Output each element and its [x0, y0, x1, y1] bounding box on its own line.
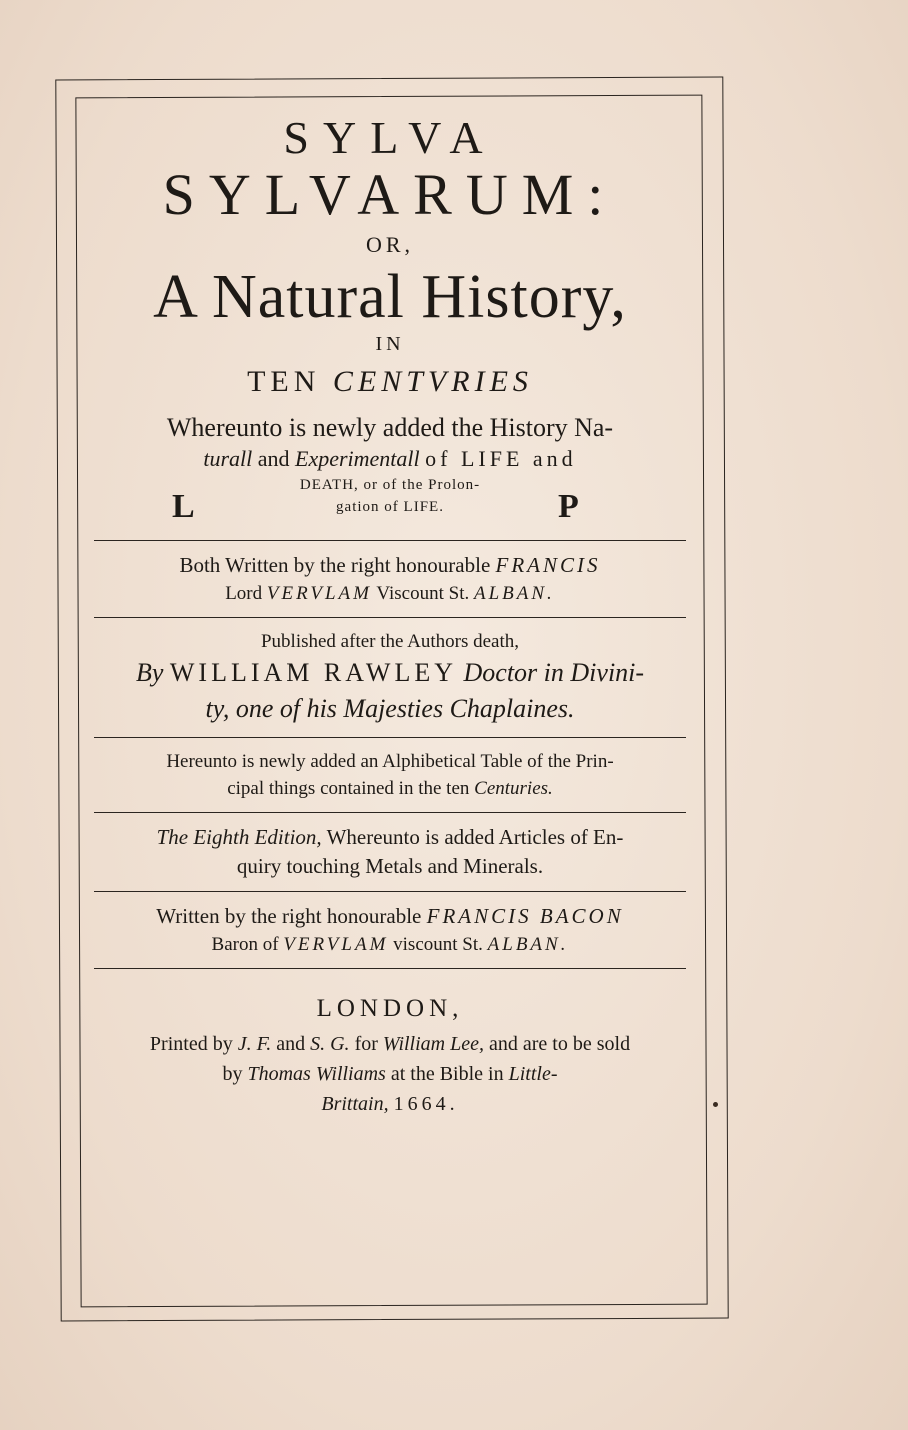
- imprint-line-2: [80, 1059, 700, 1089]
- addition-line-2a: turall: [203, 446, 253, 471]
- title-line-5: IN: [375, 333, 405, 355]
- author1-line-2a: Lord: [225, 583, 263, 604]
- title-line-2: SYLVARUM:: [162, 162, 618, 227]
- imprint-line-1b: J. F.: [237, 1033, 272, 1055]
- title-line-6b: CENTVRIES: [332, 365, 533, 398]
- author1-line-2d: ALBAN.: [473, 583, 555, 604]
- ornament-text-2: gation of LIFE.: [336, 499, 444, 515]
- edition-line-1b: Whereunto is added Articles of En-: [326, 825, 624, 849]
- publisher-line-2: [80, 655, 700, 691]
- author-block-1: [80, 551, 700, 607]
- author-block-2: [80, 902, 700, 958]
- edition-line-1: [80, 823, 700, 852]
- imprint-line-1a: Printed by: [149, 1033, 233, 1055]
- author1-line-1: [80, 551, 700, 580]
- imprint-line-1g: and are to be sold: [489, 1033, 631, 1055]
- author2-line-2b: VERVLAM: [283, 934, 389, 955]
- title-line-3: OR,: [365, 232, 415, 257]
- divider-rule-5: [94, 891, 686, 892]
- divider-rule-1: [94, 540, 686, 541]
- imprint-line-1c: and: [276, 1033, 306, 1055]
- author2-line-2a: Baron of: [211, 934, 279, 955]
- addition-line-2c: Experimentall: [295, 446, 420, 471]
- ink-spot: [713, 1102, 718, 1107]
- publisher-line-3: ty, one of his Majesties Chaplaines.: [205, 694, 575, 723]
- ornament-left: L: [172, 488, 195, 525]
- imprint-line-1: [80, 1029, 700, 1059]
- edition-block: [80, 823, 700, 881]
- imprint-city: LONDON,: [316, 995, 464, 1022]
- title-line-1: SYLVA: [283, 112, 497, 163]
- author2-line-1: [80, 902, 700, 931]
- table-block: [80, 748, 700, 802]
- title-line-6a: TEN: [247, 365, 321, 398]
- imprint-line-2d: Little-: [508, 1063, 558, 1085]
- divider-rule-3: [94, 737, 686, 738]
- author2-line-2d: ALBAN.: [487, 934, 569, 955]
- ornament-row: [80, 474, 700, 530]
- imprint-line-2c: at the Bible in: [390, 1063, 504, 1085]
- title-line-6: [80, 360, 700, 404]
- author2-line-1a: Written by the right honourable: [156, 904, 422, 928]
- author1-line-2c: Viscount St.: [376, 583, 470, 604]
- publisher-line-2b: WILLIAM RAWLEY: [169, 658, 458, 687]
- addition-block: [80, 412, 700, 530]
- ornament-text-1: DEATH, or of the Prolon-: [299, 477, 481, 493]
- edition-line-2: quiry touching Metals and Minerals.: [236, 854, 544, 878]
- title-page-content: [80, 100, 700, 1119]
- publisher-line-2a: By: [135, 658, 164, 687]
- divider-rule-4: [94, 812, 686, 813]
- imprint-line-2a: by: [222, 1063, 243, 1085]
- edition-line-1a: The Eighth Edition,: [156, 825, 322, 849]
- addition-line-1: Whereunto is newly added the History Na-: [166, 413, 614, 442]
- author2-line-2: [80, 931, 700, 958]
- imprint-line-3: [80, 1089, 700, 1119]
- publisher-block: [80, 628, 700, 727]
- author2-line-2c: viscount St.: [393, 934, 483, 955]
- imprint-line-3b: 1664.: [393, 1093, 459, 1115]
- author1-line-2: [80, 580, 700, 607]
- imprint-line-1d: S. G.: [310, 1033, 350, 1055]
- author2-line-1b: FRANCIS BACON: [426, 904, 624, 928]
- addition-line-2: [80, 444, 700, 474]
- table-line-2b: Centuries.: [474, 778, 553, 799]
- author1-line-1b: FRANCIS: [495, 553, 601, 577]
- imprint-line-2b: Thomas Williams: [247, 1063, 386, 1085]
- divider-rule-2: [94, 617, 686, 618]
- addition-line-2b: and: [257, 446, 290, 471]
- publisher-line-2c: Doctor in Divini-: [463, 658, 645, 687]
- addition-line-2d: of LIFE and: [425, 446, 577, 471]
- publisher-line-1: Published after the Authors death,: [260, 631, 520, 652]
- author1-line-2b: VERVLAM: [266, 583, 372, 604]
- ornament-right: P: [558, 488, 579, 525]
- title-block: [80, 112, 700, 404]
- divider-rule-6: [94, 968, 686, 969]
- imprint-block: [80, 989, 700, 1119]
- author1-line-1a: Both Written by the right honourable: [179, 553, 491, 577]
- imprint-line-1e: for: [354, 1033, 378, 1055]
- title-line-4: A Natural History,: [153, 263, 627, 331]
- imprint-line-1f: William Lee,: [382, 1033, 484, 1055]
- table-line-2: [80, 775, 700, 802]
- table-line-2a: cipal things contained in the ten: [227, 778, 470, 799]
- table-line-1: Hereunto is newly added an Alphibetical Table of the Prin-: [166, 751, 614, 772]
- imprint-line-3a: Brittain,: [321, 1093, 389, 1115]
